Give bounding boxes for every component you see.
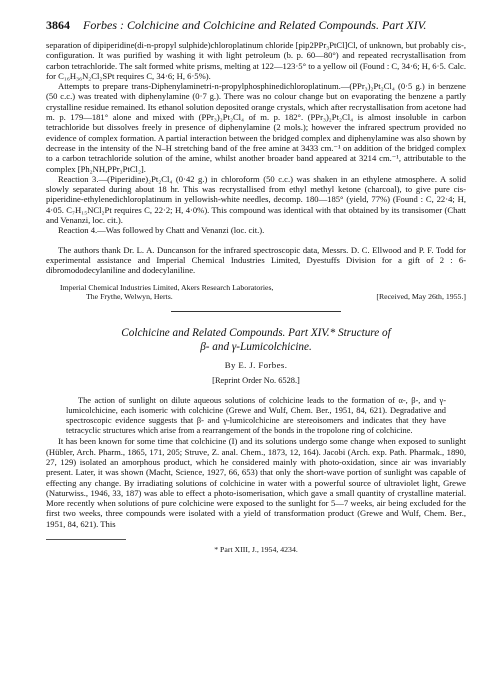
paragraph-diphenylamine: Attempts to prepare trans-Diphenylaminetri-n-propylphosphinedichloroplatinum.—(PPr₃)₂Pt₂Cl₄ (0·5 g.) in benzene (50 c.c.) was treated with diphenylamine (0·7 g.). There was no colour change but on evaporating the benzene a partly crystalline residue remained. Its ethanol solution deposited orange crystals, which after recrystallisation from acetone had m. p. 179—181° alone and mixed with (PPr₃)₂Pt₂Cl₄ of m. p. 182°. (PPr₃)₂Pt₂Cl₄ is almost insoluble in carbon tetrachloride but dissolves freely in presence of diphenylamine (2 mols.); however the infrared spectrum provided no evidence of complex formation. A partial interaction between the bridged complex and diphenylamine was also shown by decrease in the intensity of the N–H stretching band of the free amine at 3433 cm.⁻¹ on addition of the bridged complex to a carbon tetrachloride solution of the amine, whilst another broader band appeared at 3214 cm.⁻¹, attributable to the complex [Ph₂NH,PPr₃PtCl₂]. [46, 81, 466, 174]
running-title: Forbes : Colchicine and Colchicine and Related Compounds. Part XIV. [83, 18, 427, 32]
acknowledgement: The authors thank Dr. L. A. Duncanson for the infrared spectroscopic data, Messrs. D. C. Ellwood and P. F. Todd for experimental assistance and Imperial Chemical Industries Limited, Dyestuffs Division for a gift of 2 : 6-dibromododecylaniline and dodecylaniline. [46, 244, 466, 276]
address-line-1: Imperial Chemical Industries Limited, Akers Research Laboratories, [60, 282, 274, 292]
footnote-divider [46, 539, 126, 540]
article-body: It has been known for some time that colchicine (I) and its solutions undergo some change when exposed to sunlight (Hübler, Arch. Pharm., 1865, 171, 205; Struve, Z. anal. Chem., 1873, 12, 164). Jacobi (Arch. exp. Path. Pharmak., 1890, 27, 129) isolated an amorphous product, which he considered mainly with photo-oxidation, since air was invariably present. Later, it was shown (Macht, Science, 1927, 66, 653) that only the short-wave portion of sunlight was capable of effecting any change. By irradiating solutions of colchicine in water with a powerful source of ultraviolet light, Grewe (Naturwiss., 1946, 33, 187) was able to effect a photo-isomerisation, which gave a small quantity of crystalline material. More recently when solutions of pure colchicine were exposed to the sunlight for 5—7 weeks, air being excluded for the first two weeks, three compounds were isolated with a yield of transformation product (Grewe and Wulf, Chem. Ber., 1951, 84, 621). This [46, 436, 466, 529]
address-block [46, 283, 466, 302]
running-header [46, 18, 466, 33]
abstract-text: The action of sunlight on dilute aqueous solutions of colchicine leads to the formation of α-, β-, and γ-lumicolchicine, each isomeric with colchicine (Grewe and Wulf, Chem. Ber., 1951, 84, 621). Degradative and spectroscopic evidence suggests that β- and γ-lumicolchicine are stereoisomers and indicates that they have tetracyclic structures which arise from a rearrangement of the bonds in the tropolone ring of colchicine. [66, 395, 446, 436]
article-title-line-2: β- and γ-Lumicolchicine. [200, 341, 312, 354]
address-line-2: The Frythe, Welwyn, Herts. [86, 291, 173, 301]
page-body [46, 40, 466, 555]
reprint-order: [Reprint Order No. 6528.] [212, 375, 300, 385]
footnote: * Part XIII, J., 1954, 4234. [214, 544, 298, 554]
paragraph-reaction-3: Reaction 3.—(Piperidine)₂Pt₂Cl₄ (0·42 g.) in chloroform (50 c.c.) was shaken in an ethylene atmosphere. A solid slowly separated during about 18 hr. This was recrystallised from ethyl methyl ketone (charcoal), to give pure cis-piperidine-ethylenedichloroplatinum in yellowish-white needles, decomp. 180—185° (yield, 77%) (Found : C, 22·4; H, 4·05. C₇H₁₅NCl₂Pt requires C, 22·2; H, 4·0%). This compound was identical with that obtained by its transisomer (Chatt and Venanzi, loc. cit.). [46, 173, 466, 226]
page-number: 3864 [46, 18, 70, 32]
paragraph-separation: separation of dipiperidine(di-n-propyl sulphide)chloroplatinum chloride [pip2PPr₃PtCl]Cl, of unknown, but probably cis-, configuration. It was purified by washing it with light petroleum (b. p. 60—80°) and repeated recrystallisation from carbon tetrachloride. The salt formed white prisms, melting at 122—123·5° to a yellow oil (Found : C, 34·6; H, 6·5. Calc. for C₁₆H₃₆N₂Cl₂SPt requires C, 34·6; H, 6·5%). [46, 40, 466, 81]
abstract [66, 396, 446, 436]
received-date: [Received, May 26th, 1955.] [376, 291, 466, 301]
section-divider [171, 311, 341, 312]
article-title [46, 326, 466, 354]
article-author: By E. J. Forbes. [224, 360, 288, 371]
article-title-line-1: Colchicine and Related Compounds. Part XIV.* Structure of [121, 327, 391, 340]
paragraph-reaction-4: Reaction 4.—Was followed by Chatt and Venanzi (loc. cit.). [58, 225, 265, 236]
